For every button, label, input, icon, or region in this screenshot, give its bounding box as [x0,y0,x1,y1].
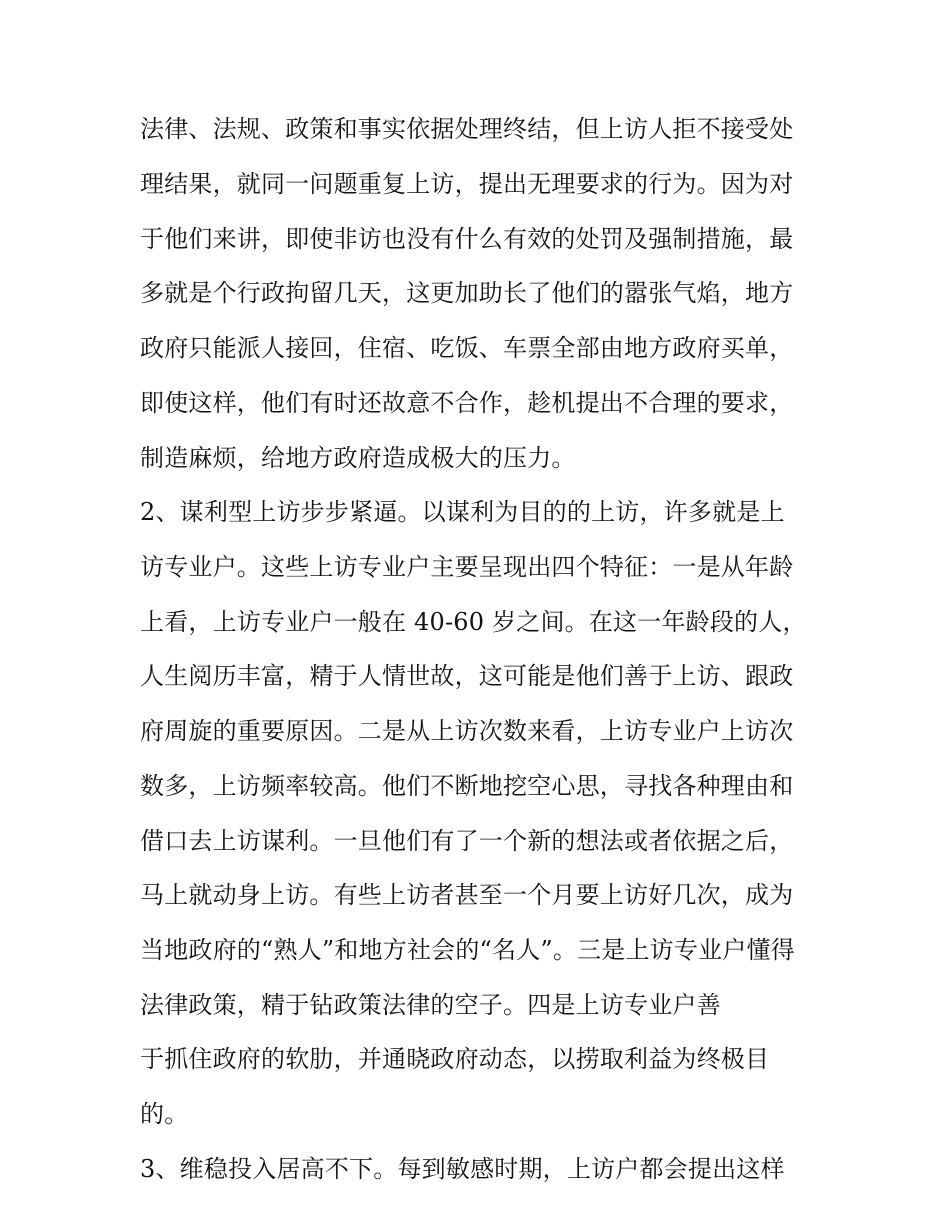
section-heading-line: 3、维稳投入居高不下。每到敏感时期，上访户都会提出这样 [140,1155,785,1183]
text-line: 理结果，就同一问题重复上访，提出无理要求的行为。因为对 [140,170,794,198]
text-line: 法律、法规、政策和事实依据处理终结，但上访人拒不接受处 [140,115,794,143]
text-line: 的。 [140,1100,189,1128]
text-line: 上看，上访专业户一般在 40-60 岁之间。在这一年龄段的人， [140,608,807,636]
text-line: 制造麻烦，给地方政府造成极大的压力。 [140,444,576,472]
text-line: 多就是个行政拘留几天，这更加助长了他们的嚣张气焰，地方 [140,279,794,307]
text-line: 借口去上访谋利。一旦他们有了一个新的想法或者依据之后， [140,827,794,855]
text-line: 府周旋的重要原因。二是从上访次数来看，上访专业户上访次 [140,717,794,745]
text-line: 政府只能派人接回，住宿、吃饭、车票全部由地方政府买单， [140,334,794,362]
text-line: 即使这样，他们有时还故意不合作，趁机提出不合理的要求， [140,389,794,417]
text-line: 当地政府的“熟人”和地方社会的“名人”。三是上访专业户懂得 [140,936,795,964]
text-line: 法律政策，精于钻政策法律的空子。四是上访专业户善 [140,991,721,1019]
text-line: 于他们来讲，即使非访也没有什么有效的处罚及强制措施，最 [140,225,794,253]
section-heading-line: 2、谋利型上访步步紧逼。以谋利为目的的上访，许多就是上 [140,498,785,526]
text-line: 访专业户。这些上访专业户主要呈现出四个特征：一是从年龄 [140,553,794,581]
text-line: 数多，上访频率较高。他们不断地挖空心思，寻找各种理由和 [140,772,794,800]
text-line: 于抓住政府的软肋，并通晓政府动态，以捞取利益为终极目 [140,1045,770,1073]
text-line: 人生阅历丰富，精于人情世故，这可能是他们善于上访、跟政 [140,662,794,690]
text-line: 马上就动身上访。有些上访者甚至一个月要上访好几次，成为 [140,881,794,909]
